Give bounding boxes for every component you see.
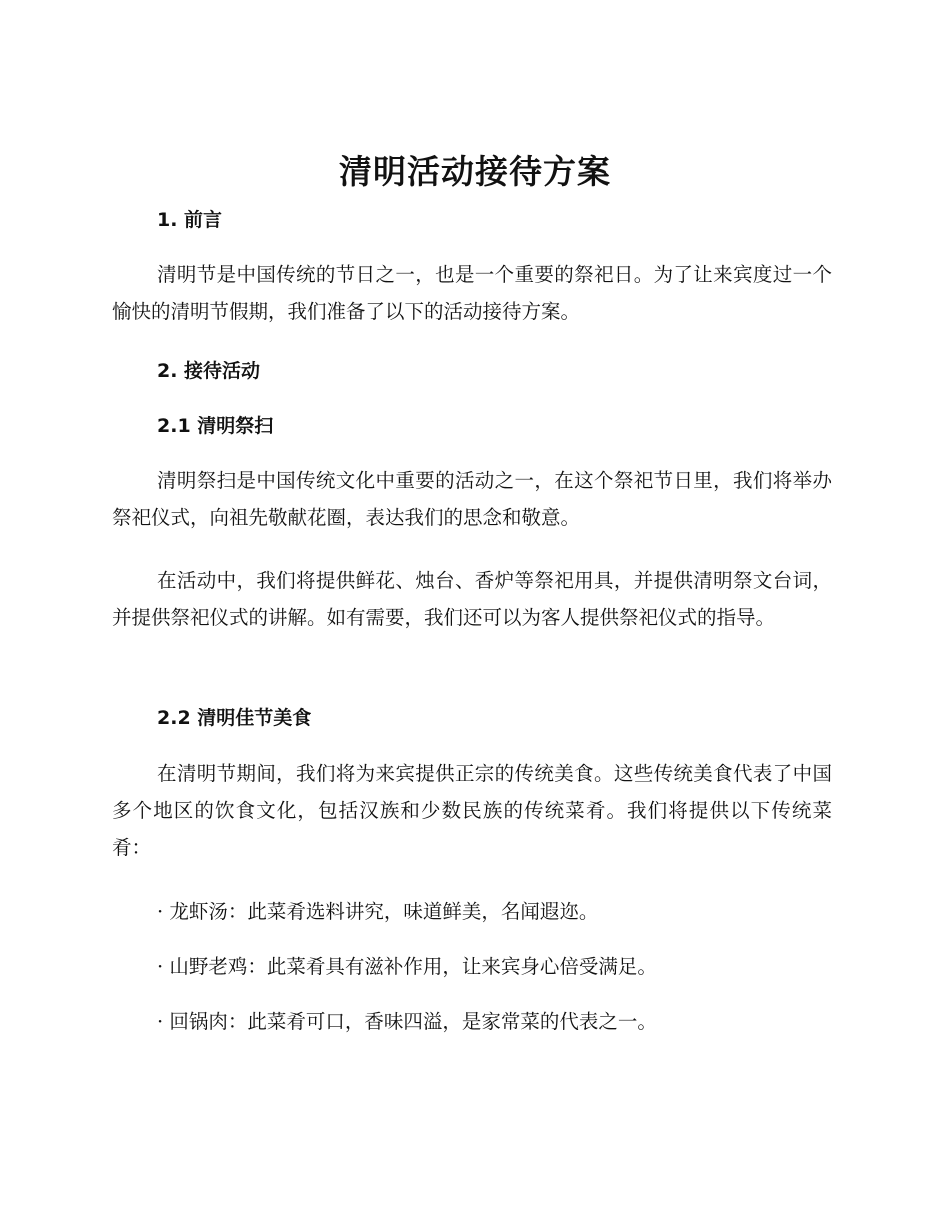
list-item: · 回锅肉：此菜肴可口，香味四溢，是家常菜的代表之一。 [157, 1010, 657, 1033]
festival-food-paragraph: 在清明节期间，我们将为来宾提供正宗的传统美食。这些传统美食代表了中国多个地区的饮食文化，包括汉族和少数民族的传统菜肴。我们将提供以下传统菜肴： [112, 762, 832, 859]
preface-paragraph: 清明节是中国传统的节日之一，也是一个重要的祭祀日。为了让来宾度过一个愉快的清明节假期，我们准备了以下的活动接待方案。 [112, 263, 832, 323]
list-item: · 山野老鸡：此菜肴具有滋补作用，让来宾身心倍受满足。 [157, 955, 657, 978]
subsection-heading-festival-food: 2.2 清明佳节美食 [157, 707, 312, 729]
section-heading-reception: 2. 接待活动 [157, 360, 261, 382]
list-item: · 龙虾汤：此菜肴选料讲究，味道鲜美，名闻遐迩。 [157, 900, 599, 923]
tomb-sweeping-details-paragraph: 在活动中，我们将提供鲜花、烛台、香炉等祭祀用具，并提供清明祭文台词，并提供祭祀仪式的讲解。如有需要，我们还可以为客人提供祭祀仪式的指导。 [112, 569, 832, 629]
subsection-heading-tomb-sweeping: 2.1 清明祭扫 [157, 415, 274, 437]
document-title: 清明活动接待方案 [339, 152, 611, 191]
tomb-sweeping-paragraph: 清明祭扫是中国传统文化中重要的活动之一，在这个祭祀节日里，我们将举办祭祀仪式，向祖先敬献花圈，表达我们的思念和敬意。 [112, 469, 832, 529]
section-heading-preface: 1. 前言 [157, 209, 223, 231]
